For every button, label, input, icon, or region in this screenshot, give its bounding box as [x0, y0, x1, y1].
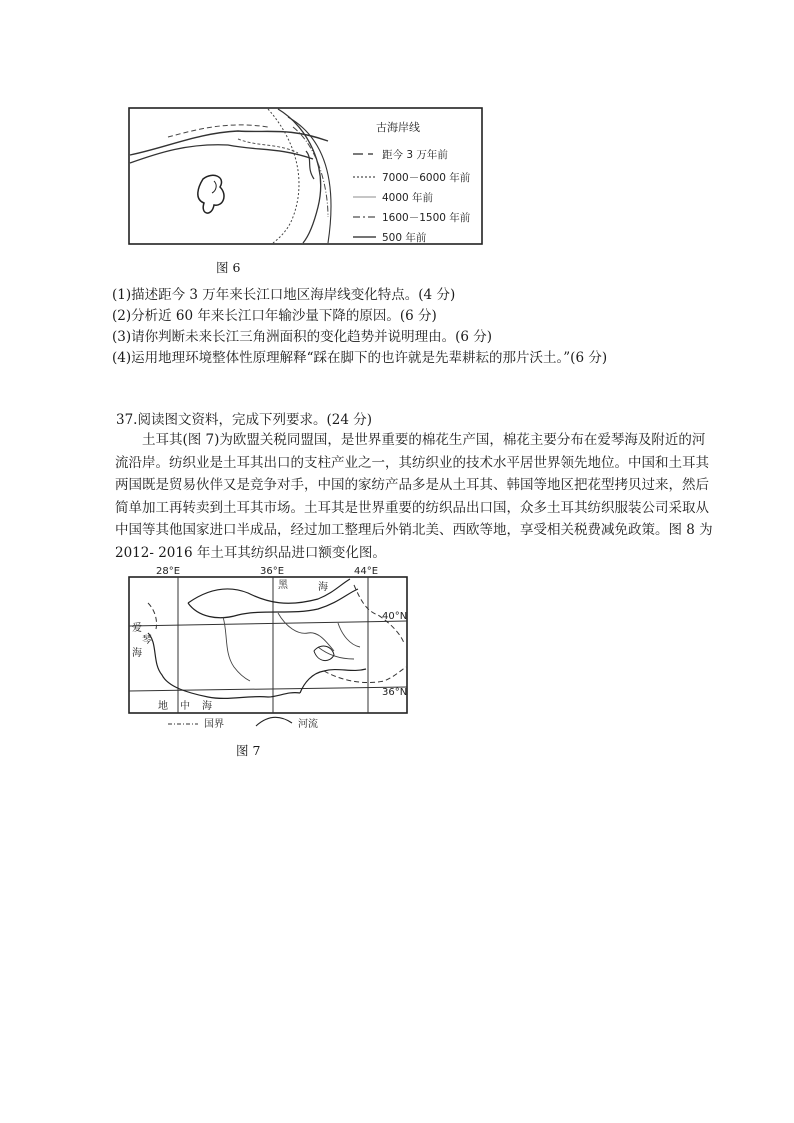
lat-label-36n: 36°N — [382, 687, 408, 698]
sea-med-3: 海 — [202, 701, 212, 712]
figure-6-caption: 图 6 — [216, 260, 241, 275]
coastline-map — [128, 107, 483, 247]
sea-aegean-3: 海 — [132, 648, 142, 659]
legend-item-1: 7000－6000 年前 — [382, 172, 471, 184]
question-37-body — [115, 429, 715, 565]
question-36-1: (1)描述距今 3 万年来长江口地区海岸线变化特点。(4 分) — [112, 287, 456, 303]
sea-black-2: 海 — [318, 582, 328, 593]
lon-label-28e: 28°E — [156, 566, 181, 577]
legend-item-3: 1600－1500 年前 — [382, 212, 471, 224]
sea-black-1: 黑 — [278, 580, 288, 591]
legend-item-2: 4000 年前 — [382, 192, 434, 204]
figure-6 — [128, 107, 483, 247]
sea-aegean-2: 琴 — [142, 635, 152, 646]
legend-river: 河流 — [298, 719, 318, 730]
legend-title: 古海岸线 — [376, 121, 420, 134]
question-36-2: (2)分析近 60 年来长江口年输沙量下降的原因。(6 分) — [112, 308, 437, 324]
legend-border: 国界 — [204, 719, 224, 730]
figure-7 — [128, 563, 410, 733]
question-36-4: (4)运用地理环境整体性原理解释“踩在脚下的也许就是先辈耕耘的那片沃土。”(6 分) — [112, 350, 608, 366]
lon-label-44e: 44°E — [354, 566, 379, 577]
lon-label-36e: 36°E — [260, 566, 285, 577]
question-37-text: 土耳其(图 7)为欧盟关税同盟国，是世界重要的棉花生产国，棉花主要分布在爱琴海及附近的河流沿岸。纺织业是土耳其出口的支柱产业之一，其纺织业的技术水平居世界领先地位。中国和土耳其两国既是贸易伙伴又是竞争对手，中国的家纺产品多是从土耳其、韩国等地区把花型拷贝过来，然后简单加工再转卖到土耳其市场。土耳其是世界重要的纺织品出口国，众多土耳其纺织服装公司采取从中国等其他国家进口半成品，经过加工整理后外销北美、西欧等地，享受相关税费减免政策。图 8 为 2012- 2016 年土耳其纺织品进口额变化图。 — [115, 432, 713, 561]
question-37-heading: 37.阅读图文资料，完成下列要求。(24 分) — [116, 412, 372, 428]
sea-aegean-1: 爱 — [132, 623, 142, 634]
legend-item-0: 距今 3 万年前 — [382, 149, 448, 161]
sea-med-2: 中 — [180, 701, 190, 712]
lat-label-40n: 40°N — [382, 611, 408, 622]
figure-7-caption: 图 7 — [236, 743, 261, 758]
turkey-map — [128, 563, 410, 733]
sea-med-1: 地 — [158, 701, 168, 712]
question-36-3: (3)请你判断未来长江三角洲面积的变化趋势并说明理由。(6 分) — [112, 329, 493, 345]
legend-item-4: 500 年前 — [382, 232, 427, 244]
